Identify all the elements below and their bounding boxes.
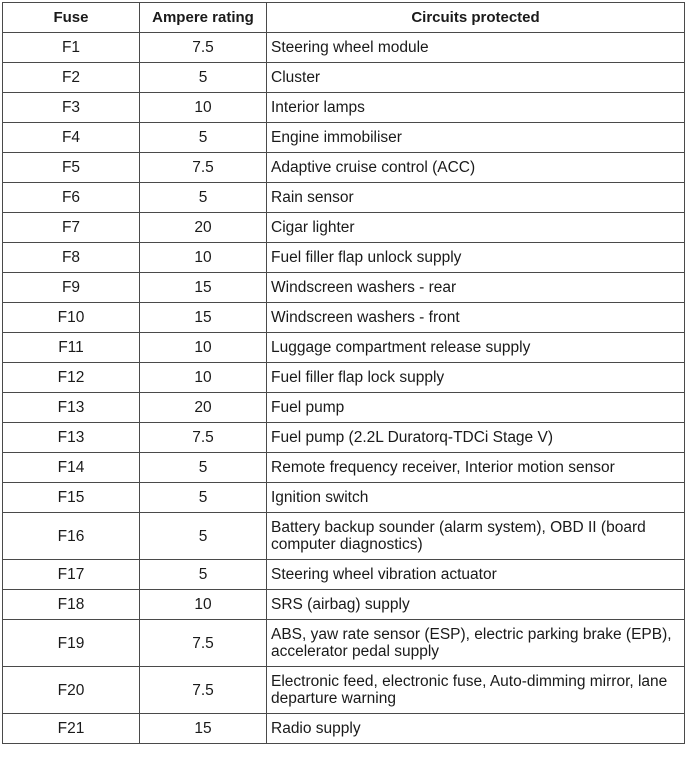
table-row xyxy=(3,714,685,744)
header-row xyxy=(3,3,685,33)
fuse-cell: F9 xyxy=(3,273,140,303)
fuse-cell: F14 xyxy=(3,453,140,483)
circuit-cell: Fuel pump xyxy=(267,393,685,423)
fuse-table xyxy=(2,2,685,744)
fuse-cell: F10 xyxy=(3,303,140,333)
table-row xyxy=(3,273,685,303)
header-fuse: Fuse xyxy=(3,3,140,33)
table-row xyxy=(3,667,685,714)
fuse-cell: F6 xyxy=(3,183,140,213)
table-row xyxy=(3,303,685,333)
table-row xyxy=(3,513,685,560)
circuit-cell: Cluster xyxy=(267,63,685,93)
circuit-cell: Remote frequency receiver, Interior motion sensor xyxy=(267,453,685,483)
fuse-cell: F4 xyxy=(3,123,140,153)
table-row xyxy=(3,243,685,273)
circuit-cell: Luggage compartment release supply xyxy=(267,333,685,363)
ampere-cell: 15 xyxy=(140,303,267,333)
table-header xyxy=(3,3,685,33)
ampere-cell: 20 xyxy=(140,393,267,423)
fuse-cell: F13 xyxy=(3,393,140,423)
ampere-cell: 15 xyxy=(140,714,267,744)
fuse-cell: F20 xyxy=(3,667,140,714)
fuse-cell: F5 xyxy=(3,153,140,183)
circuit-cell: ABS, yaw rate sensor (ESP), electric parking brake (EPB), accelerator pedal supply xyxy=(267,620,685,667)
fuse-cell: F21 xyxy=(3,714,140,744)
circuit-cell: Battery backup sounder (alarm system), OBD II (board computer diagnostics) xyxy=(267,513,685,560)
table-body xyxy=(3,33,685,744)
circuit-cell: Ignition switch xyxy=(267,483,685,513)
table-row xyxy=(3,213,685,243)
table-row xyxy=(3,153,685,183)
circuit-cell: Windscreen washers - front xyxy=(267,303,685,333)
ampere-cell: 7.5 xyxy=(140,423,267,453)
ampere-cell: 7.5 xyxy=(140,153,267,183)
ampere-cell: 5 xyxy=(140,63,267,93)
ampere-cell: 7.5 xyxy=(140,33,267,63)
ampere-cell: 10 xyxy=(140,243,267,273)
circuit-cell: Electronic feed, electronic fuse, Auto-dimming mirror, lane departure warning xyxy=(267,667,685,714)
circuit-cell: Engine immobiliser xyxy=(267,123,685,153)
ampere-cell: 10 xyxy=(140,93,267,123)
table-row xyxy=(3,93,685,123)
ampere-cell: 5 xyxy=(140,123,267,153)
header-ampere-rating: Ampere rating xyxy=(140,3,267,33)
table-row xyxy=(3,483,685,513)
fuse-cell: F8 xyxy=(3,243,140,273)
circuit-cell: Steering wheel vibration actuator xyxy=(267,560,685,590)
ampere-cell: 5 xyxy=(140,513,267,560)
fuse-cell: F17 xyxy=(3,560,140,590)
table-row xyxy=(3,183,685,213)
fuse-cell: F1 xyxy=(3,33,140,63)
ampere-cell: 10 xyxy=(140,590,267,620)
table-row xyxy=(3,393,685,423)
fuse-cell: F3 xyxy=(3,93,140,123)
table-row xyxy=(3,363,685,393)
fuse-cell: F15 xyxy=(3,483,140,513)
ampere-cell: 10 xyxy=(140,333,267,363)
circuit-cell: Fuel filler flap unlock supply xyxy=(267,243,685,273)
fuse-cell: F13 xyxy=(3,423,140,453)
ampere-cell: 20 xyxy=(140,213,267,243)
circuit-cell: Interior lamps xyxy=(267,93,685,123)
circuit-cell: SRS (airbag) supply xyxy=(267,590,685,620)
table-row xyxy=(3,560,685,590)
fuse-cell: F12 xyxy=(3,363,140,393)
ampere-cell: 10 xyxy=(140,363,267,393)
fuse-cell: F11 xyxy=(3,333,140,363)
ampere-cell: 5 xyxy=(140,483,267,513)
table-row xyxy=(3,453,685,483)
table-row xyxy=(3,620,685,667)
fuse-cell: F16 xyxy=(3,513,140,560)
ampere-cell: 5 xyxy=(140,453,267,483)
table-row xyxy=(3,590,685,620)
circuit-cell: Radio supply xyxy=(267,714,685,744)
circuit-cell: Fuel filler flap lock supply xyxy=(267,363,685,393)
table-row xyxy=(3,423,685,453)
table-row xyxy=(3,33,685,63)
header-circuits-protected: Circuits protected xyxy=(267,3,685,33)
circuit-cell: Cigar lighter xyxy=(267,213,685,243)
ampere-cell: 15 xyxy=(140,273,267,303)
circuit-cell: Fuel pump (2.2L Duratorq-TDCi Stage V) xyxy=(267,423,685,453)
table-row xyxy=(3,63,685,93)
fuse-cell: F18 xyxy=(3,590,140,620)
circuit-cell: Windscreen washers - rear xyxy=(267,273,685,303)
fuse-cell: F19 xyxy=(3,620,140,667)
ampere-cell: 7.5 xyxy=(140,667,267,714)
fuse-cell: F7 xyxy=(3,213,140,243)
circuit-cell: Rain sensor xyxy=(267,183,685,213)
ampere-cell: 5 xyxy=(140,183,267,213)
table-row xyxy=(3,333,685,363)
circuit-cell: Adaptive cruise control (ACC) xyxy=(267,153,685,183)
ampere-cell: 5 xyxy=(140,560,267,590)
table-row xyxy=(3,123,685,153)
circuit-cell: Steering wheel module xyxy=(267,33,685,63)
fuse-cell: F2 xyxy=(3,63,140,93)
ampere-cell: 7.5 xyxy=(140,620,267,667)
